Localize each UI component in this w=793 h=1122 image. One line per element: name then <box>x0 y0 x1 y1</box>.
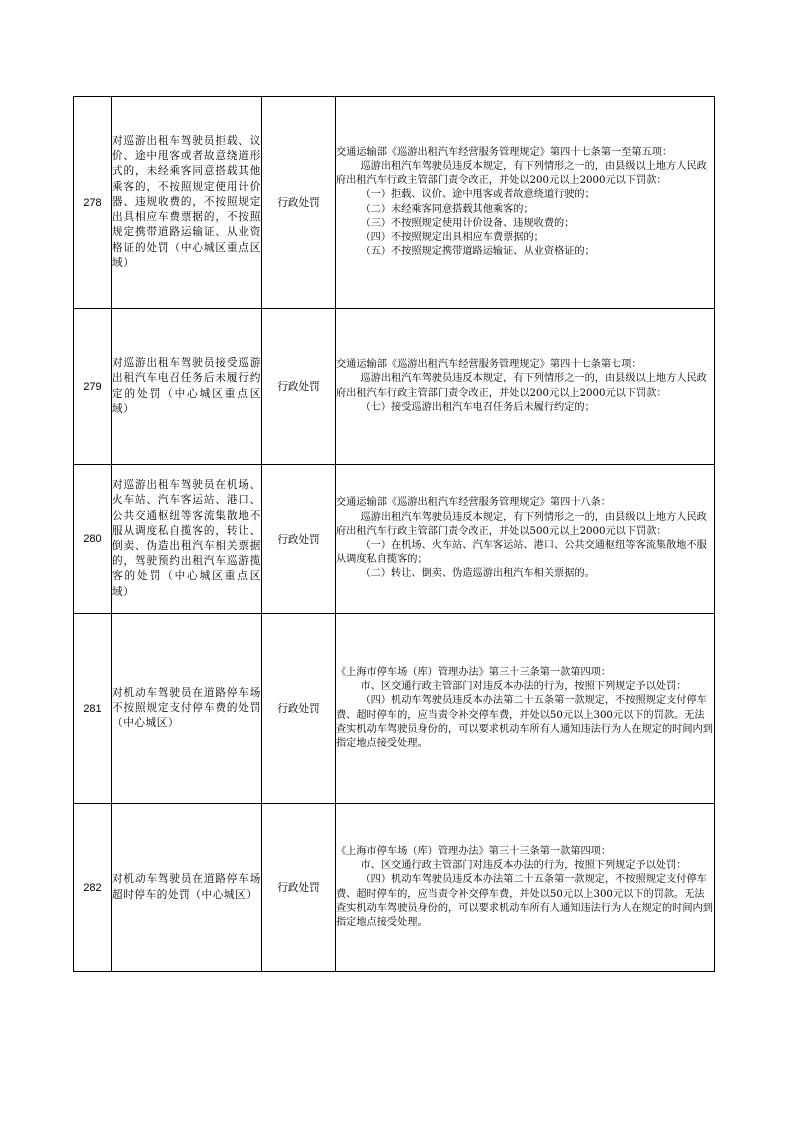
item-name: 对巡游出租车驾驶员在机场、火车站、汽车客运站、港口、公共交通枢纽等客流集散地不服从调度私自揽客的，转让、倒卖、伪造出租汽车相关票据的，驾驶预约出租汽车巡游揽客的处罚（中心城区重点区域） <box>112 465 262 614</box>
basis-paragraph: （三）不按照规定使用计价设备、违规收费的； <box>360 217 575 229</box>
row-number: 280 <box>74 465 112 614</box>
basis-paragraph: （二）未经乘客同意搭载其他乘客的； <box>360 203 534 215</box>
item-type: 行政处罚 <box>262 309 336 465</box>
item-type: 行政处罚 <box>262 97 336 309</box>
basis-paragraph: 巡游出租汽车驾驶员违反本规定，有下列情形之一的，由县级以上地方人民政府出租汽车行政主管部门责令改正，并处以200元以上2000元以下罚款： <box>336 160 707 187</box>
table-row <box>74 465 715 614</box>
basis-paragraph: （一）拒载、议价、途中甩客或者故意绕道行驶的； <box>360 189 595 201</box>
basis-paragraph: 巡游出租汽车驾驶员违反本规定，有下列情形之一的，由县级以上地方人民政府出租汽车行政主管部门责令改正，并处以200元以上2000元以下罚款： <box>336 373 707 399</box>
item-type: 行政处罚 <box>262 465 336 614</box>
basis-heading: 《上海市停车场（库）管理办法》第三十三条第一款第四项： <box>336 666 612 678</box>
table-row <box>74 804 715 972</box>
legal-basis <box>336 614 715 804</box>
basis-paragraph: （二）转让、倒卖、伪造巡游出租汽车相关票据的。 <box>360 568 595 580</box>
basis-heading: 交通运输部《巡游出租汽车经营服务管理规定》第四十七条第七项： <box>336 359 642 371</box>
basis-paragraph: 巡游出租汽车驾驶员违反本规定，有下列情形之一的，由县级以上地方人民政府出租汽车行政主管部门责令改正，并处以500元以上2000元以下罚款： <box>336 511 707 537</box>
basis-paragraph: （一）在机场、火车站、汽车客运站、港口、公共交通枢纽等客流集散地不服从调度私自揽客的； <box>336 540 707 566</box>
item-name: 对巡游出租车驾驶员拒载、议价、途中甩客或者故意绕道形式的，未经乘客同意搭载其他乘客的，不按照规定使用计价器、违规收费的，不按照规定出具相应车费票据的，不按照规定携带道路运输证、从业资格证的处罚（中心城区重点区域） <box>112 97 262 309</box>
item-type: 行政处罚 <box>262 614 336 804</box>
item-name: 对机动车驾驶员在道路停车场超时停车的处罚（中心城区） <box>112 804 262 972</box>
row-number: 281 <box>74 614 112 804</box>
basis-heading: 《上海市停车场（库）管理办法》第三十三条第一款第四项： <box>336 845 612 857</box>
table-row <box>74 97 715 309</box>
basis-paragraph: （四）不按照规定出具相应车费票据的； <box>360 231 544 243</box>
basis-heading: 交通运输部《巡游出租汽车经营服务管理规定》第四十七条第一至第五项： <box>336 146 673 158</box>
item-type: 行政处罚 <box>262 804 336 972</box>
table-row <box>74 309 715 465</box>
row-number: 282 <box>74 804 112 972</box>
row-number: 279 <box>74 309 112 465</box>
table-row <box>74 614 715 804</box>
basis-paragraph: （七）接受巡游出租汽车电召任务后未履行约定的； <box>360 401 595 413</box>
item-name: 对巡游出租车驾驶员接受巡游出租汽车电召任务后未履行约定的处罚（中心城区重点区域） <box>112 309 262 465</box>
basis-paragraph: （五）不按照规定携带道路运输证、从业资格证的； <box>360 246 595 258</box>
legal-basis <box>336 97 715 309</box>
basis-paragraph: （四）机动车驾驶员违反本办法第二十五条第一款规定，不按照规定支付停车费、超时停车的，应当责令补交停车费，并处以50元以上300元以下的罚款。无法查实机动车驾驶员身份的，可以要求机动车所有人通知违法行为人在规定的时间内到指定地点接受处理。 <box>336 695 713 749</box>
basis-paragraph: （四）机动车驾驶员违反本办法第二十五条第一款规定，不按照规定支付停车费、超时停车的，应当责令补交停车费，并处以50元以上300元以下的罚款。无法查实机动车驾驶员身份的，可以要求机动车所有人通知违法行为人在规定的时间内到指定地点接受处理。 <box>336 874 713 928</box>
row-number: 278 <box>74 97 112 309</box>
legal-basis <box>336 465 715 614</box>
legal-basis <box>336 309 715 465</box>
basis-paragraph: 市、区交通行政主管部门对违反本办法的行为，按照下列规定予以处罚： <box>360 860 687 872</box>
basis-paragraph: 市、区交通行政主管部门对违反本办法的行为，按照下列规定予以处罚： <box>360 681 687 693</box>
item-name: 对机动车驾驶员在道路停车场不按照规定支付停车费的处罚（中心城区） <box>112 614 262 804</box>
penalty-table <box>73 96 715 972</box>
legal-basis <box>336 804 715 972</box>
basis-heading: 交通运输部《巡游出租汽车经营服务管理规定》第四十八条： <box>336 497 612 509</box>
